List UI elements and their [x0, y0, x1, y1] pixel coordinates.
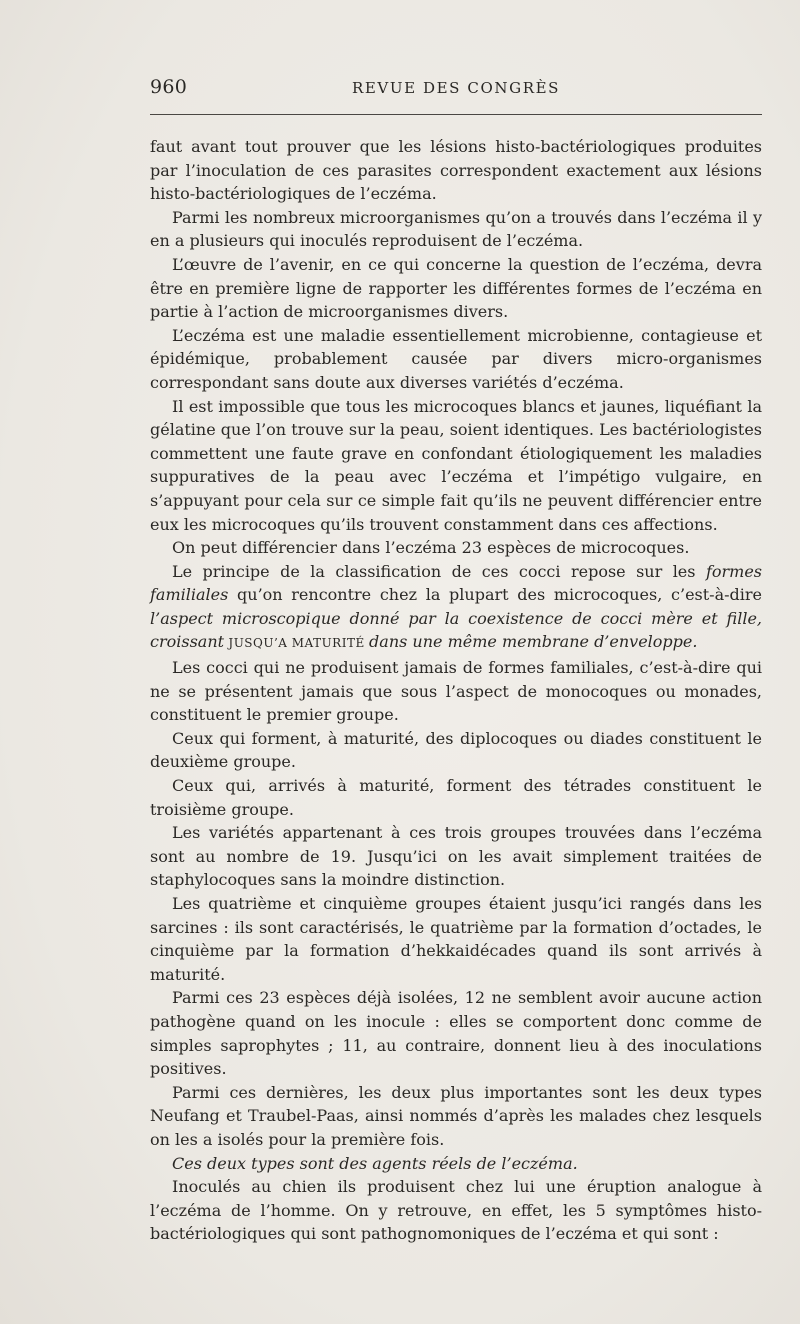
body-text [150, 135, 762, 1246]
paragraph: On peut différencier dans l’eczéma 23 espèces de microcoques. [172, 538, 690, 558]
page-number: 960 [150, 76, 188, 98]
italic-run: Ces deux types sont des agents réels de l’eczéma. [172, 1153, 578, 1173]
paragraph: Inoculés au chien ils produisent chez lui une éruption analogue à l’eczéma de l’homme. On y retrouve, en effet, les 5 symptômes histo-bactériologiques qui sont pathognomoniques de l’eczéma et qui sont : [150, 1177, 762, 1244]
text-run: qu’on rencontre chez la plupart des microcoques, c’est-à-dire [228, 585, 762, 605]
paragraph: Parmi ces dernières, les deux plus importantes sont les deux types Neufang et Traubel-Paas, ainsi nommés d’après les malades chez lesquels on les a isolés pour la première fois. [150, 1082, 762, 1149]
running-head: REVUE DES CONGRÈS [351, 79, 561, 97]
text-run: Le principe de la classification de ces cocci repose sur les [172, 561, 706, 581]
paragraph: Ceux qui, arrivés à maturité, forment des tétrades constituent le troisième groupe. [150, 776, 762, 819]
paragraph: Il est impossible que tous les microcoques blancs et jaunes, liquéfiant la gélatine que l’on trouve sur la peau, soient identiques. Les bactériologistes commettent une faute grave en confondant étiologiquement les maladies suppuratives de la peau avec l’eczéma et l’impétigo vulgaire, en s’appuyant pour cela sur ce simple fait qu’ils ne peuvent différencier entre eux les microcoques qu’ils trouvent constamment dans ces affections. [150, 396, 762, 534]
paragraph: Parmi ces 23 espèces déjà isolées, 12 ne semblent avoir aucune action pathogène quand on les inocule : elles se comportent donc comme de simples saprophytes ; 11, au contraire, donnent lieu à des inoculations positives. [150, 988, 762, 1079]
italic-run: dans une même membrane d’enveloppe. [369, 632, 698, 652]
paragraph: Ceux qui forment, à maturité, des diplocoques ou diades constituent le deuxième groupe. [150, 728, 762, 772]
page-header [150, 76, 762, 106]
paragraph-italic [150, 1152, 762, 1176]
small-caps-run: JUSQU’A MATURITÉ [224, 636, 370, 651]
paragraph: Les variétés appartenant à ces trois groupes trouvées dans l’eczéma sont au nombre de 19. Jusqu’ici on les avait simplement traitées de staphylocoques sans la moindre distinction. [150, 823, 762, 890]
italic-run: l’aspect microscopique donné par la coexistence de cocci mère et fille, croissant [150, 608, 762, 652]
paragraph: Parmi les nombreux microorganismes qu’on a trouvés dans l’eczéma il y en a plusieurs qui inoculés reproduisent de l’eczéma. [150, 207, 762, 251]
paragraph: L’œuvre de l’avenir, en ce qui concerne la question de l’eczéma, devra être en première ligne de rapporter les différentes formes de l’eczéma en partie à l’action de microorganismes divers. [150, 254, 762, 322]
paragraph: Les cocci qui ne produisent jamais de formes familiales, c’est-à-dire qui ne se présentent jamais que sous l’aspect de monocoques ou monades, constituent le premier groupe. [150, 658, 762, 725]
paragraph: Les quatrième et cinquième groupes étaient jusqu’ici rangés dans les sarcines : ils sont caractérisés, le quatrième par la formation d’octades, le cinquième par la formation d’hekkaidécades quand ils sont arrivés à maturité. [150, 894, 762, 984]
italic-run: formes familiales [150, 561, 762, 605]
paragraph: L’eczéma est une maladie essentiellement microbienne, contagieuse et épidémique, probablement causée par divers micro-organismes correspondant sans doute aux diverses variétés d’eczéma. [150, 325, 762, 392]
paragraph-classification [150, 560, 762, 656]
header-rule [150, 114, 762, 115]
paragraph: faut avant tout prouver que les lésions histo-bactériologiques produites par l’inoculation de ces parasites correspondent exactement aux lésions histo-bactériologiques de l’eczéma. [150, 137, 762, 204]
